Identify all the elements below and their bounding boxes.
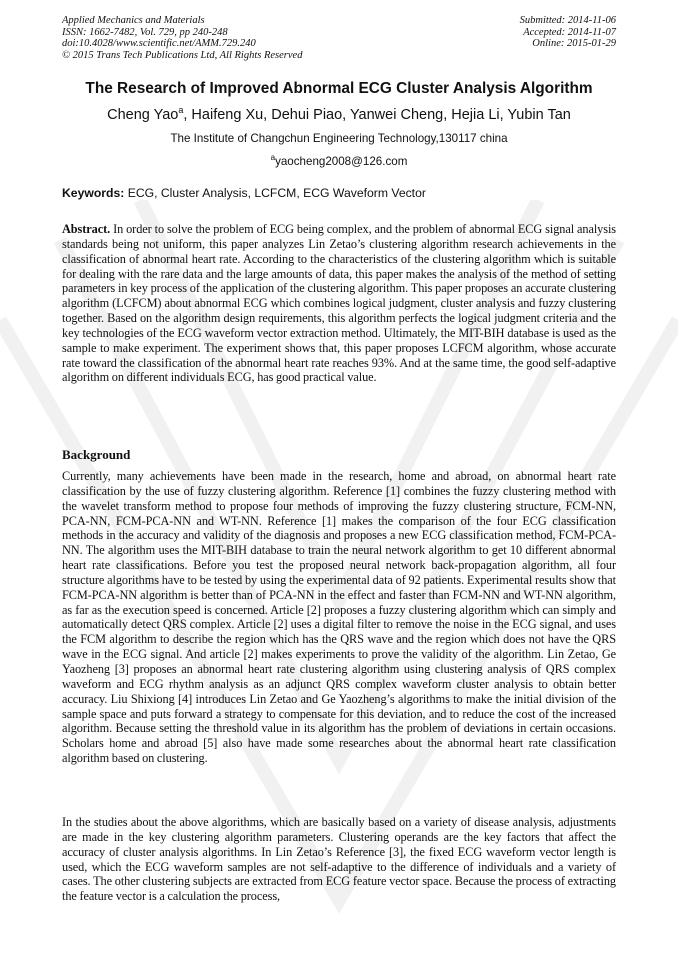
author-email [0,153,678,168]
abstract-label: Abstract. [62,222,111,236]
journal-name: Applied Mechanics and Materials [62,15,205,26]
accepted-date: Accepted: 2014-11-07 [523,26,616,38]
author-list [0,105,678,123]
journal-header [62,15,302,61]
abstract [62,222,616,385]
keywords-text: ECG, Cluster Analysis, LCFCM, ECG Waveform Vector [124,186,426,200]
first-author: Cheng Yao [107,106,179,123]
online-date: Online: 2015-01-29 [532,38,616,50]
affiliation: The Institute of Changchun Engineering Technology,130117 china [170,132,508,145]
journal-doi: doi:10.4028/www.scientific.net/AMM.729.240 [62,38,256,50]
keywords-label: Keywords: [62,186,125,200]
author-affiliation-mark: a [178,105,184,115]
paper-title: The Research of Improved Abnormal ECG Cluster Analysis Algorithm [85,80,593,97]
submitted-date: Submitted: 2014-11-06 [519,15,616,26]
journal-copyright: © 2015 Trans Tech Publications Ltd, All Rights Reserved [62,49,303,61]
email-address: yaocheng2008@126.com [275,154,408,168]
other-authors: , Haifeng Xu, Dehui Piao, Yanwei Cheng, Hejia Li, Yubin Tan [183,106,571,123]
abstract-text: In order to solve the problem of ECG being complex, and the problem of abnormal ECG signal analysis standards being not uniform, this paper analyzes Lin Zetao’s clustering algorithm research achievements in the classification of abnormal heart rate. According to the characteristics of the clustering algorithm which is suitable for dealing with the rare data and the large amounts of data, this paper makes the analysis of the method of setting parameters in key process of the application of the clustering algorithm. This paper proposes an accurate clustering algorithm (LCFCM) about abnormal ECG which combines logical judgment, cluster analysis and fuzzy clustering together. Based on the algorithm design requirements, this algorithm perfects the logical judgment criteria and the key technologies of the ECG waveform vector extraction method. Ultimately, the MIT-BIH database is used as the sample to make experiment. The experiment shows that, this paper proposes LCFCM algorithm, whose accurate rate toward the classification of the abnormal heart rate reaches 93%. And at the same time, the good self-adaptive algorithm on different individuals ECG, has good practical value. [62,222,616,385]
submission-dates [520,15,616,50]
keywords [62,186,426,200]
journal-issn: ISSN: 1662-7482, Vol. 729, pp 240-248 [62,26,228,38]
background-paragraph-2: In the studies about the above algorithms, which are basically based on a variety of disease analysis, adjustments are made in the key clustering algorithm parameters. Clustering operands are the key factors that affect the accuracy of cluster analysis algorithms. In Lin Zetao’s Reference [3], the fixed ECG waveform vector length is used, which the ECG waveform samples are not self-adaptive to the difference of individuals and a variety of cases. The other clustering subjects are extracted from ECG feature vector space. Because the process of extracting the feature vector is a calculation the process, [62,815,616,904]
email-mark: a [270,153,276,162]
section-heading-background: Background [62,447,131,462]
background-paragraph-1: Currently, many achievements have been made in the research, home and abroad, on abnormal heart rate classification by the use of fuzzy clustering algorithm. Reference [1] combines the fuzzy clustering method with the wavelet transform method to propose four methods of improving the fuzzy clustering structure, FCM-NN, PCA-NN, FCM-PCA-NN and WT-NN. Reference [1] makes the comparison of the four ECG classification methods in the accuracy and validity of the diagnosis and proposes a new ECG classification method, FCM-PCA-NN. The algorithm uses the MIT-BIH database to train the neural network algorithm to get 10 different abnormal heart rate classifications. Before you test the proposed neural network back-propagation algorithm, all four structure algorithms have to be tested by using the experimental data of 92 patients. Experimental results show that FCM-PCA-NN algorithm is better than of PCA-NN in the effect and faster than FCM-NN and WT-NN algorithm, as far as the execution speed is concerned. Article [2] proposes a fuzzy clustering algorithm which can simply and automatically detect QRS complex. Article [2] uses a digital filter to remove the noise in the ECG signal, and uses the FCM algorithm to describe the region which has the QRS wave and the region which does not have the QRS wave in the ECG signal. And article [2] makes experiments to prove the validity of the algorithm. Lin Zetao, Ge Yaozheng [3] proposes an abnormal heart rate clustering algorithm using clustering analysis of QRS complex waveform and ECG rhythm analysis as an adjunct QRS complex waveform cluster analysis to obtain better accuracy. Liu Shixiong [4] introduces Lin Zetao and Ge Yaozheng’s algorithms to make the initial division of the sample space and puts forward a strategy to compensate for this deviation, and to reduce the cost of the increased algorithm. Because setting the threshold value in its algorithm has the problem of deviations in certain occasions. Scholars home and abroad [5] also have made some researches about the abnormal heart rate classification algorithm based on clustering. [62,469,616,766]
